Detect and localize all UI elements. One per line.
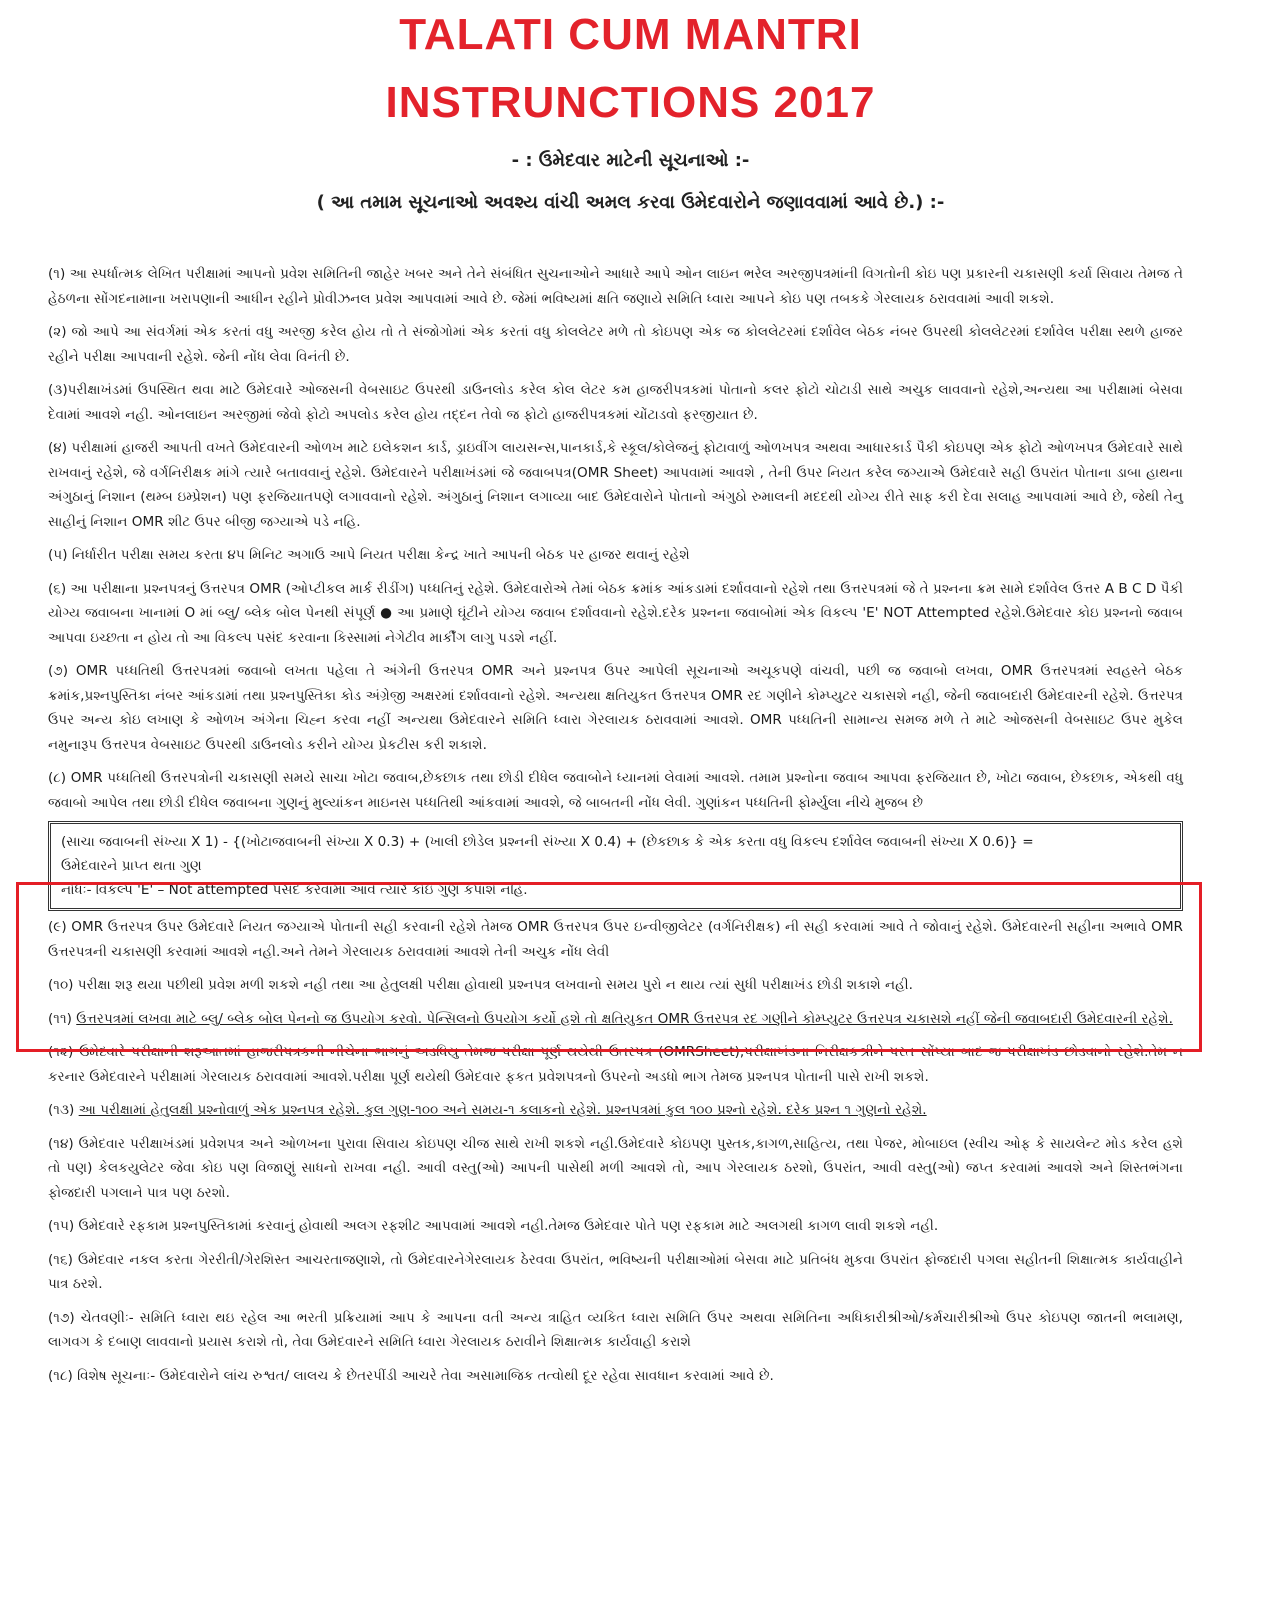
document-subtitle: - : ઉમેદવાર માટેની સૂચનાઓ :- — [511, 150, 750, 171]
instruction-15: (૧૫) ઉમેદવારે રફકામ પ્રશ્નપુસ્તિકામાં કરવાનું હોવાથી અલગ રફશીટ આપવામાં આવશે નહી.તેમજ ઉમેદવાર પોતે પણ રફકામ માટે અલગથી કાગળ લાવી શકશે નહી. — [48, 1218, 939, 1234]
instruction-4: (૪) પરીક્ષામાં હાજરી આપતી વખતે ઉમેદવારની ઓળખ માટે ઇલેકશન કાર્ડ, ડ્રાઇવીંગ લાયસન્સ,પાનકાર્ડ,કે સ્કૂલ/કોલેજનું ફોટાવાળું ઓળખપત્ર અથવા આધારકાર્ડ પૈકી કોઇપણ એક ફોટો ઓળખપત્ર ઉમેદવારે સાથે રાખવાનું રહેશે, જે વર્ગનિરીક્ષક માંગે ત્યારે બતાવવાનું રહેશે. ઉમેદવારને પરીક્ષાખંડમાં જે જવાબપત્ર(OMR Sheet) આપવામાં આવશે , તેની ઉપર નિયત કરેલ જગ્યાએ ઉમેદવારે સહી ઉપરાંત પોતાના ડાબા હાથના અંગુઠાનું નિશાન (થમ્બ ઇમ્પ્રેશન) પણ ફરજિયાતપણે લગાવવાનો રહેશે. અંગુઠાનું નિશાન લગાવ્યા બાદ ઉમેદવારોને પોતાનો અંગુઠો રુમાલની મદદથી યોગ્ય રીતે સાફ કરી દેવા સલાહ આપવામાં આવે છે, જેથી તેનુ સાહીનું નિશાન OMR શીટ ઉપર બીજી જગ્યાએ પડે નહિ. — [48, 440, 1183, 530]
instruction-13-number: (૧૩) — [48, 1102, 75, 1118]
instruction-11-number: (૧૧) — [48, 1010, 72, 1027]
document-title-line1: TALATI CUM MANTRI — [399, 10, 862, 59]
instruction-11-text: ઉત્તરપત્રમાં લખવા માટે બ્લુ/ બ્લેક બોલ પેનનો જ ઉપયોગ કરવો. પેન્સિલનો ઉપયોગ કર્યો હશે તો ક્ષતિયુકત OMR ઉત્તરપત્ર રદ ગણીને કોમ્પ્યુટર ઉત્તરપત્ર ચકાસશે નહીં જેની જવાબદારી ઉમેદવારની રહેશે. — [76, 1010, 1173, 1027]
instruction-17: (૧૭) ચેતવણીઃ- સમિતિ ધ્વારા થઇ રહેલ આ ભરતી પ્રક્રિયામાં આપ કે આપના વતી અન્ય ત્રાહિત વ્યકિત ધ્વારા સમિતિ ઉપર અથવા સમિતિના અધિકારીશ્રીઓ/કર્મચારીશ્રીઓ ઉપર કોઇપણ જાતની ભલામણ, લાગવગ કે દબાણ લાવવાનો પ્રયાસ કરાશે તો, તેવા ઉમેદવારને સમિતિ ધ્વારા ગેરલાયક ઠરાવીને શિક્ષાત્મક કાર્યવાહી કરાશે — [48, 1309, 1183, 1350]
formula-note: નોધઃ- વિકલ્પ 'E' – Not attempted પસંદ કરવામાં આવે ત્યારે કોઇ ગુણ કપાશે નહિ. — [61, 882, 528, 898]
instruction-9: (૯) OMR ઉત્તરપત્ર ઉપર ઉમેદવારે નિયત જગ્યાએ પોતાની સહી કરવાની રહેશે તેમજ OMR ઉત્તરપત્ર ઉપર ઇન્વીજીલેટર (વર્ગનિરીક્ષક) ની સહી કરવામાં આવે તે જોવાનું રહેશે. ઉમેદવારની સહીના અભાવે OMR ઉત્તરપત્રની ચકાસણી કરવામાં આવશે નહી.અને તેમને ગેરલાયક ઠરાવવામાં આવશે તેની અચુક નોંધ લેવી — [48, 919, 1183, 960]
marking-formula-box — [48, 821, 1183, 911]
instruction-18: (૧૮) વિશેષ સૂચનાઃ- ઉમેદવારોને લાંચ રુશ્વત/ લાલચ કે છેતરપીંડી આચરે તેવા અસામાજિક તત્વોથી દૂર રહેવા સાવધાન કરવામાં આવે છે. — [48, 1367, 774, 1384]
instruction-13-text: આ પરીક્ષામાં હેતુલક્ષી પ્રશ્નોવાળું એક પ્રશ્નપત્ર રહેશે. કુલ ગુણ-૧૦૦ અને સમય-૧ કલાકનો રહેશે. પ્રશ્નપત્રમાં કુલ ૧૦૦ પ્રશ્નો રહેશે. દરેક પ્રશ્ન ૧ ગુણનો રહેશે. — [78, 1102, 927, 1118]
instruction-14: (૧૪) ઉમેદવાર પરીક્ષાખંડમાં પ્રવેશપત્ર અને ઓળખના પુરાવા સિવાય કોઇપણ ચીજ સાથે રાખી શકશે નહી.ઉમેદવારે કોઇપણ પુસ્તક,કાગળ,સાહિત્ય, તથા પેજર, મોબાઇલ (સ્વીચ ઓફ કે સાયલેન્ટ મોડ કરેલ હશે તો પણ) કેલકયુલેટર જેવા કોઇ પણ વિજાણું સાધનો રાખવા નહી. આવી વસ્તુ(ઓ) આપની પાસેથી મળી આવશે તો, આપ ગેરલાયક ઠરશો, ઉપરાંત, આવી વસ્તુ(ઓ) જપ્ત કરવામાં આવશે અને શિસ્તભંગના ફોજદારી પગલાને પાત્ર પણ ઠરશો. — [48, 1135, 1183, 1201]
instruction-5: (૫) નિર્ધારીત પરીક્ષા સમય કરતા ૪૫ મિનિટ અગાઉ આપે નિયત પરીક્ષા કેન્દ્ર ખાતે આપની બેઠક પર હાજર થવાનું રહેશે — [48, 547, 690, 563]
instruction-6: (૬) આ પરીક્ષાના પ્રશ્નપત્રનું ઉત્તરપત્ર OMR (ઓપ્ટીકલ માર્ક રીડીંગ) પધ્ધતિનું રહેશે. ઉમેદવારોએ તેમાં બેઠક ક્રમાંક આંકડામાં દર્શાવવાનો રહેશે તથા ઉત્તરપત્રમાં જે તે પ્રશ્નના ક્રમ સામે દર્શાવેલ ઉત્તર A B C D પૈકી યોગ્ય જવાબના ખાનામાં O માં બ્લુ/ બ્લેક બોલ પેનથી સંપૂર્ણ ● આ પ્રમાણે ઘૂંટીને યોગ્ય જવાબ દર્શાવવાનો રહેશે.દરેક પ્રશ્નના જવાબોમાં એક વિકલ્પ 'E' NOT Attempted રહેશે.ઉમેદવાર કોઇ પ્રશ્નનો જવાબ આપવા ઇચ્છતા ન હોય તો આ વિકલ્પ પસંદ કરવાના કિસ્સામાં નેગેટીવ માર્કીંગ લાગુ પડશે નહીં. — [48, 580, 1183, 646]
instruction-11 — [48, 1007, 1183, 1032]
instruction-13 — [48, 1098, 1183, 1123]
instruction-8: (૮) OMR પધ્ધતિથી ઉત્તરપત્રોની ચકાસણી સમયે સાચા ખોટા જવાબ,છેકછાક તથા છોડી દીધેલ જવાબોને ધ્યાનમાં લેવામાં આવશે. તમામ પ્રશ્નોના જવાબ આપવા ફરજિયાત છે, ખોટા જવાબ, છેકછાક, એકથી વધુ જવાબો આપેલ તથા છોડી દીધેલ જવાબના ગુણનું મુલ્યાંકન માઇનસ પધ્ધતિથી આંકવામાં આવશે, જે બાબતની નોંધ લેવી. ગુણાંકન પધ્ધતિની ફોર્મ્યુલા નીચે મુજબ છે — [48, 770, 1183, 811]
instructions-body — [48, 262, 1183, 1397]
formula-line-2: ઉમેદવારને પ્રાપ્ત થતા ગુણ — [61, 858, 202, 874]
instruction-1: (૧) આ સ્પર્ધાત્મક લેખિત પરીક્ષામાં આપનો પ્રવેશ સમિતિની જાહેર ખબર અને તેને સંબંધિત સુચનાઓને આધારે આપે ઓન લાઇન ભરેલ અરજીપત્રમાંની વિગતોની કોઇ પણ પ્રકારની ચકાસણી કર્યા સિવાય તેમજ તે હેઠળના સોંગદનામાના ખરાપણાની આધીન રહીને પ્રોવીઝનલ પ્રવેશ આપવામાં આવે છે. જેમાં ભવિષ્યમાં ક્ષતિ જણાયે સમિતિ ધ્વારા આપને કોઇ પણ તબકકે ગેરલાયક ઠરાવવામાં આવી શકશે. — [48, 266, 1183, 307]
instruction-2: (૨) જો આપે આ સંવર્ગમાં એક કરતાં વધુ અરજી કરેલ હોય તો તે સંજોગોમાં એક કરતાં વધુ કોલલેટર મળે તો કોઇપણ એક જ કોલલેટરમાં દર્શાવેલ બેઠક નંબર ઉપરથી કોલલેટરમાં દર્શાવેલ પરીક્ષા સ્થળે હાજર રહીને પરીક્ષા આપવાની રહેશે. જેની નોંધ લેવા વિનંતી છે. — [48, 324, 1183, 365]
instruction-12: (૧૨) ઉમેદવારે પરીક્ષાની શરૂઆતમાં હાજરીપત્રકની નીચેના ભાગનું અડધિયુ તેમજ પરીક્ષા પૂર્ણ થયેથી ઉતરપત્ર (OMRSheet),પરીક્ષાખંડના નિરીક્ષકશ્રીને પરત સોંપ્યા બાદ જ પરીક્ષાખંડ છોડવાનો રહેશે.તેમ ન કરનાર ઉમેદવારને પરીક્ષામાં ગેરલાયક ઠરાવવામાં આવશે.પરીક્ષા પૂર્ણ થયેથી ઉમેદવાર ફકત પ્રવેશપત્રનો ઉપરનો અડધો ભાગ તેમજ પ્રશ્નપત્ર પોતાની પાસે રાખી શકશે. — [48, 1044, 1183, 1085]
document-subtitle-note: ( આ તમામ સૂચનાઓ અવશ્ય વાંચી અમલ કરવા ઉમેદવારોને જણાવવામાં આવે છે.) :- — [316, 192, 945, 213]
formula-line-1: (સાચા જવાબની સંખ્યા X 1) - {(ખોટાજવાબની સંખ્યા X 0.3) + (ખાલી છોડેલ પ્રશ્નની સંખ્યા X 0.4) + (છેકછાક કે એક કરતા વધુ વિકલ્પ દર્શાવેલ જવાબની સંખ્યા X 0.6)} = — [61, 834, 1034, 850]
document-title-line2: INSTRUNCTIONS 2017 — [385, 78, 876, 127]
instruction-7: (૭) OMR પધ્ધતિથી ઉત્તરપત્રમાં જવાબો લખતા પહેલા તે અંગેની ઉત્તરપત્ર OMR અને પ્રશ્નપત્ર ઉપર આપેલી સૂચનાઓ અચૂકપણે વાંચવી, પછી જ જવાબો લખવા, OMR ઉત્તરપત્રમાં સ્વહસ્તે બેઠક ક્રમાંક,પ્રશ્નપુસ્તિકા નંબર આંકડામાં તથા પ્રશ્નપુસ્તિકા કોડ અંગ્રેજી અક્ષરમાં દર્શાવવાનો રહેશે. અન્યથા ક્ષતિયુકત ઉત્તરપત્ર OMR રદ ગણીને કોમ્પ્યુટર ચકાસશે નહી, જેની જવાબદારી ઉમેદવારની રહેશે. ઉત્તરપત્ર ઉપર અન્ય કોઇ લખાણ કે ઓળખ અંગેના ચિહ્ન કરવા નહીં અન્યથા ઉમેદવારને સમિતિ ધ્વારા ગેરલાયક ઠરાવવામાં આવશે. OMR પધ્ધતિની સામાન્ય સમજ મળે તે માટે ઓજસની વેબસાઇટ ઉપર મુકેલ નમુનારૂપ ઉત્તરપત્ર વેબસાઇટ ઉપરથી ડાઉનલોડ કરીને યોગ્ય પ્રેકટીસ કરી શકાશે. — [48, 663, 1183, 753]
instruction-16: (૧૬) ઉમેદવાર નકલ કરતા ગેરરીતી/ગેરશિસ્ત આચરતાજણાશે, તો ઉમેદવારનેગેરલાયક ઠેરવવા ઉપરાંત, ભવિષ્યની પરીક્ષાઓમાં બેસવા માટે પ્રતિબંધ મુકવા ઉપરાંત ફોજદારી પગલા સહીતની શિક્ષાત્મક કાર્યવાહીને પાત્ર ઠરશે. — [48, 1251, 1183, 1292]
instruction-3: (૩)પરીક્ષાખંડમાં ઉપસ્થિત થવા માટે ઉમેદવારે ઓજસની વેબસાઇટ ઉપરથી ડાઉનલોડ કરેલ કોલ લેટર કમ હાજરીપત્રકમાં પોતાનો કલર ફોટો ચોટાડી સાથે અચુક લાવવાનો રહેશે,અન્યથા આ પરીક્ષામાં બેસવા દેવામાં આવશે નહી. ઓનલાઇન અરજીમાં જેવો ફોટો અપલોડ કરેલ હોય તદ્દન તેવો જ ફોટો હાજરીપત્રકમાં ચોંટાડવો ફરજીયાત છે. — [48, 382, 1183, 423]
instruction-10: (૧૦) પરીક્ષા શરૂ થયા પછીથી પ્રવેશ મળી શકશે નહી તથા આ હેતુલક્ષી પરીક્ષા હોવાથી પ્રશ્નપત્ર લખવાનો સમય પુરો ન થાય ત્યાં સુધી પરીક્ષાખંડ છોડી શકાશે નહી. — [48, 977, 913, 993]
